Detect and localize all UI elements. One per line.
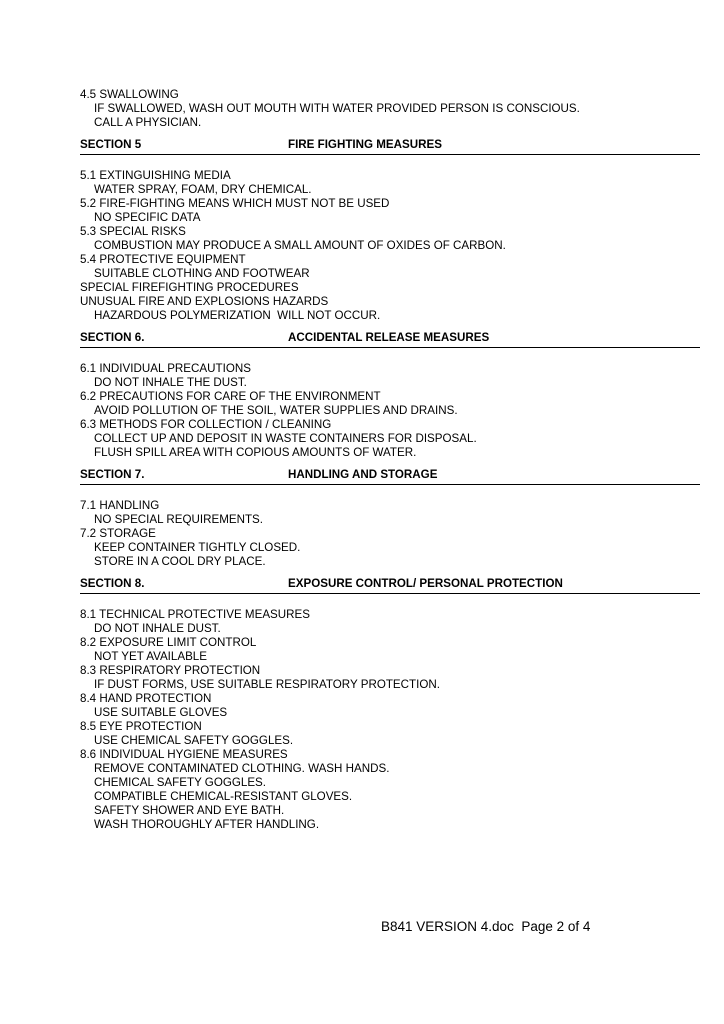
item-line: DO NOT INHALE THE DUST. xyxy=(94,376,247,389)
section-number: SECTION 8. xyxy=(80,577,145,590)
item-line: COLLECT UP AND DEPOSIT IN WASTE CONTAINERS FOR DISPOSAL. xyxy=(94,432,477,445)
section-header xyxy=(80,331,700,348)
section-block xyxy=(80,468,700,569)
item-heading: UNUSUAL FIRE AND EXPLOSIONS HAZARDS xyxy=(80,295,329,308)
item-heading: 8.3 RESPIRATORY PROTECTION xyxy=(80,664,261,677)
item-heading: 7.2 STORAGE xyxy=(80,527,156,540)
section-header xyxy=(80,577,700,594)
item-line: USE SUITABLE GLOVES xyxy=(94,706,228,719)
item-line: REMOVE CONTAMINATED CLOTHING. WASH HANDS. xyxy=(94,762,390,775)
item-line: HAZARDOUS POLYMERIZATION WILL NOT OCCUR. xyxy=(94,309,381,322)
intro-heading: 4.5 SWALLOWING xyxy=(80,88,179,101)
section-number: SECTION 6. xyxy=(80,331,145,344)
intro-line: IF SWALLOWED, WASH OUT MOUTH WITH WATER PROVIDED PERSON IS CONSCIOUS. xyxy=(94,102,580,115)
section-title: ACCIDENTAL RELEASE MEASURES xyxy=(288,331,490,344)
item-line: NO SPECIAL REQUIREMENTS. xyxy=(94,513,263,526)
section-block xyxy=(80,138,700,323)
section-header xyxy=(80,468,700,485)
section-header xyxy=(80,138,700,155)
item-heading: 5.1 EXTINGUISHING MEDIA xyxy=(80,169,231,182)
item-line: USE CHEMICAL SAFETY GOGGLES. xyxy=(94,734,294,747)
item-line: NO SPECIFIC DATA xyxy=(94,211,201,224)
item-heading: 8.5 EYE PROTECTION xyxy=(80,720,202,733)
item-line: IF DUST FORMS, USE SUITABLE RESPIRATORY PROTECTION. xyxy=(94,678,440,691)
item-line: KEEP CONTAINER TIGHTLY CLOSED. xyxy=(94,541,301,554)
item-heading: 6.2 PRECAUTIONS FOR CARE OF THE ENVIRONMENT xyxy=(80,390,381,403)
item-line: DO NOT INHALE DUST. xyxy=(94,622,221,635)
section-number: SECTION 7. xyxy=(80,468,145,481)
document-body xyxy=(80,88,700,832)
item-line: FLUSH SPILL AREA WITH COPIOUS AMOUNTS OF WATER. xyxy=(94,446,417,459)
section-title: EXPOSURE CONTROL/ PERSONAL PROTECTION xyxy=(288,577,563,590)
item-heading: 5.2 FIRE-FIGHTING MEANS WHICH MUST NOT BE USED xyxy=(80,197,390,210)
section-number: SECTION 5 xyxy=(80,138,142,151)
section-title: FIRE FIGHTING MEASURES xyxy=(288,138,442,151)
item-line: SUITABLE CLOTHING AND FOOTWEAR xyxy=(94,267,310,280)
intro-line: CALL A PHYSICIAN. xyxy=(94,116,202,129)
item-heading: 8.4 HAND PROTECTION xyxy=(80,692,212,705)
item-heading: 8.1 TECHNICAL PROTECTIVE MEASURES xyxy=(80,608,310,621)
item-heading: 5.3 SPECIAL RISKS xyxy=(80,225,186,238)
item-heading: 6.1 INDIVIDUAL PRECAUTIONS xyxy=(80,362,251,375)
item-heading: SPECIAL FIREFIGHTING PROCEDURES xyxy=(80,281,299,294)
item-heading: 8.2 EXPOSURE LIMIT CONTROL xyxy=(80,636,257,649)
item-line: AVOID POLLUTION OF THE SOIL, WATER SUPPLIES AND DRAINS. xyxy=(94,404,458,417)
section-title: HANDLING AND STORAGE xyxy=(288,468,438,481)
item-heading: 7.1 HANDLING xyxy=(80,499,160,512)
item-line: COMPATIBLE CHEMICAL-RESISTANT GLOVES. xyxy=(94,790,353,803)
item-line: NOT YET AVAILABLE xyxy=(94,650,207,663)
item-line: CHEMICAL SAFETY GOGGLES. xyxy=(94,776,267,789)
section-block xyxy=(80,331,700,460)
item-line: SAFETY SHOWER AND EYE BATH. xyxy=(94,804,285,817)
item-heading: 6.3 METHODS FOR COLLECTION / CLEANING xyxy=(80,418,332,431)
item-heading: 5.4 PROTECTIVE EQUIPMENT xyxy=(80,253,246,266)
item-line: COMBUSTION MAY PRODUCE A SMALL AMOUNT OF OXIDES OF CARBON. xyxy=(94,239,506,252)
item-line: WATER SPRAY, FOAM, DRY CHEMICAL. xyxy=(94,183,312,196)
page-footer: B841 VERSION 4.doc Page 2 of 4 xyxy=(381,919,591,934)
item-line: WASH THOROUGHLY AFTER HANDLING. xyxy=(94,818,320,831)
section-block xyxy=(80,577,700,832)
item-heading: 8.6 INDIVIDUAL HYGIENE MEASURES xyxy=(80,748,288,761)
sections-container xyxy=(80,138,700,832)
intro-block xyxy=(80,88,700,130)
item-line: STORE IN A COOL DRY PLACE. xyxy=(94,555,266,568)
